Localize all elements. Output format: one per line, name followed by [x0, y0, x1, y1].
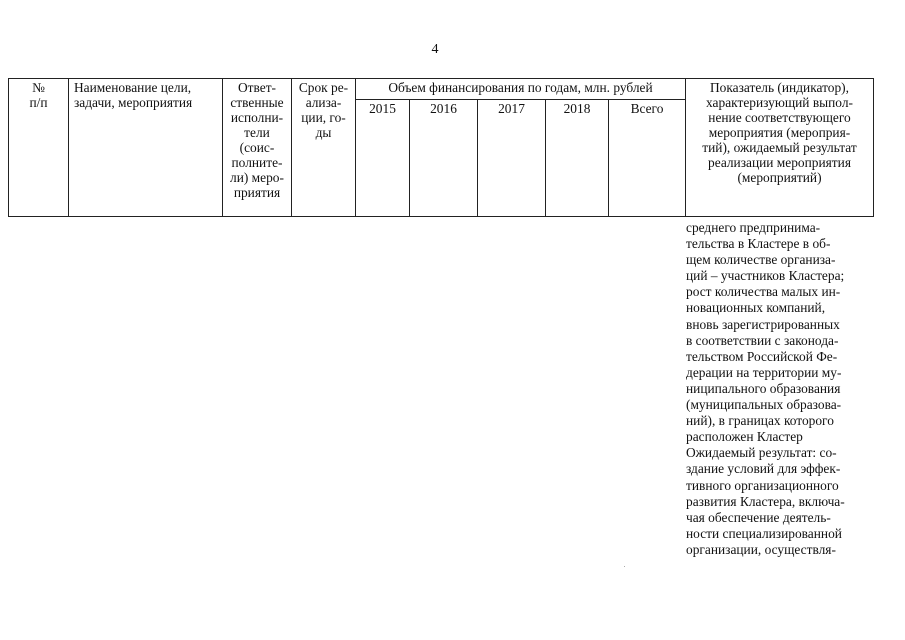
total-header: Всего	[609, 100, 686, 217]
year-2017-header: 2017	[478, 100, 546, 217]
indicator-cell-text: среднего предпринима- тельства в Кластере в об- щем количестве организа- ций – участников Кластера; рост количества малых ин- новационных компаний, вновь зарегистрированных в соответствии с законода- тельством Российской Фе- дерации на территории му- ниципального образования (муниципальных образова- ний), в границах которого расположен Кластер Ожидаемый результат: со- здание условий для эффек- тивного организационного развития Кластера, включа- чая обеспечение деятель- ности специализированной организации, осуществля-	[686, 220, 845, 557]
year-2015-header: 2015	[356, 100, 410, 217]
column-header-executors: Ответ- ственные исполни- тели (соис- полните- ли) меро- приятия	[223, 79, 292, 217]
scan-artifact	[624, 566, 625, 567]
column-header-name: Наименование цели, задачи, мероприятия	[69, 79, 223, 217]
column-header-financing: Объем финансирования по годам, млн. рублей	[356, 79, 686, 100]
column-header-indicator: Показатель (индикатор), характеризующий выпол- нение соответствующего мероприятия (мероприя- тий), ожидаемый результат реализации мероприятия (мероприятий)	[686, 79, 874, 217]
year-2018-header: 2018	[546, 100, 609, 217]
year-2016-header: 2016	[410, 100, 478, 217]
column-header-number: № п/п	[9, 79, 69, 217]
table-header	[8, 78, 874, 217]
page-number: 4	[431, 42, 439, 57]
column-header-term: Срок ре- ализа- ции, го- ды	[292, 79, 356, 217]
